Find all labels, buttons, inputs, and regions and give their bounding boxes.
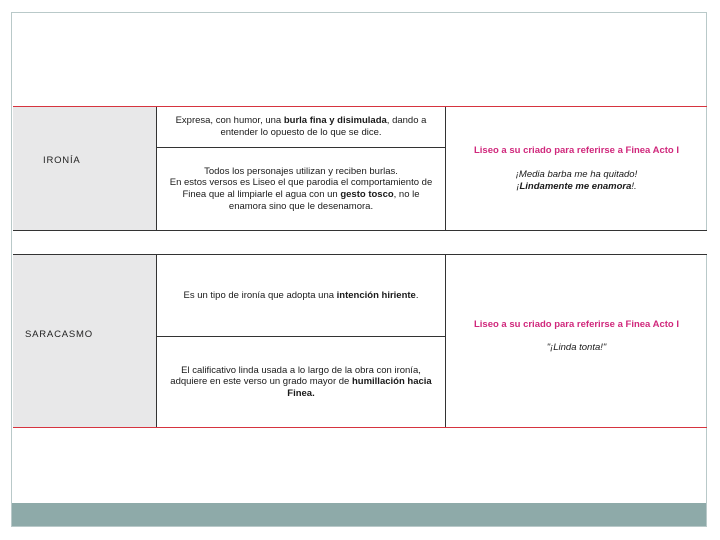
example-cell xyxy=(157,336,445,427)
footer-bar xyxy=(12,503,706,526)
definition-text: Es un tipo de ironía que adopta una intención hiriente. xyxy=(183,289,419,301)
example-text: El calificativo linda usada a lo largo de la obra con ironía, adquiere en este verso un grado mayor de humillación hacia Finea. xyxy=(170,364,432,399)
reference-text: Liseo a su criado para referirse a Finea Acto I xyxy=(473,145,680,156)
row-label-cell xyxy=(13,107,156,230)
example-text: Todos los personajes utilizan y reciben burlas. En estos versos es Liseo el que parodia el comportamiento de Finea que al limpiarle el agua con un gesto tosco, no le enamora sino que le desenamora. xyxy=(169,165,433,212)
definition-cell xyxy=(157,107,445,147)
row-label: IRONÍA xyxy=(43,155,81,166)
definition-text: Expresa, con humor, una burla fina y disimulada, dando a entender lo opuesto de lo que se dice. xyxy=(175,115,427,138)
quote-text: ¡Media barba me ha quitado! ¡Lindamente me enamora!. xyxy=(515,169,638,192)
quote-text: "¡Linda tonta!" xyxy=(546,342,607,353)
table-row-ironia xyxy=(13,107,707,230)
comparison-table xyxy=(13,106,707,428)
example-cell xyxy=(157,147,445,230)
definition-column xyxy=(156,255,446,427)
row-label: SARACASMO xyxy=(25,329,93,340)
spacer-row xyxy=(13,230,707,255)
definition-column xyxy=(156,107,446,230)
reference-text: Liseo a su criado para referirse a Finea Acto I xyxy=(473,319,680,330)
table-row-sarcasmo xyxy=(13,255,707,427)
row-label-cell xyxy=(13,255,156,427)
quote-cell xyxy=(446,255,707,427)
quote-cell xyxy=(446,107,707,230)
definition-cell xyxy=(157,255,445,336)
